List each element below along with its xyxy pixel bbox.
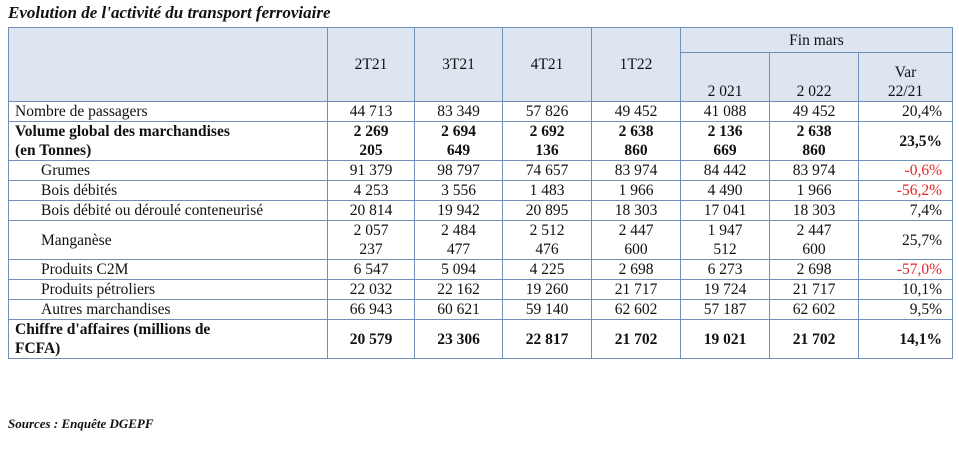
cell-value: 2 694 649 [415, 122, 503, 161]
header-year-2022: 2 022 [770, 53, 859, 102]
cell-value: 2 269 205 [328, 122, 415, 161]
cell-value: 2 136 669 [681, 122, 770, 161]
rail-activity-table [8, 27, 953, 359]
header-period-3t21: 3T21 [415, 28, 503, 102]
cell-value: 19 724 [681, 280, 770, 300]
row-label: Autres marchandises [9, 300, 328, 320]
cell-value: 22 162 [415, 280, 503, 300]
cell-value: 57 826 [503, 102, 592, 122]
cell-value: 57 187 [681, 300, 770, 320]
cell-value: 21 717 [770, 280, 859, 300]
cell-value: 22 032 [328, 280, 415, 300]
cell-value: 2 447 600 [770, 221, 859, 260]
cell-value: 21 702 [592, 320, 681, 359]
cell-value: 19 021 [681, 320, 770, 359]
cell-value: 19 260 [503, 280, 592, 300]
row-label: Grumes [9, 161, 328, 181]
cell-value: 2 638 860 [592, 122, 681, 161]
table-row [9, 320, 953, 359]
cell-value: 4 225 [503, 260, 592, 280]
cell-value: 2 484 477 [415, 221, 503, 260]
cell-value: 1 966 [770, 181, 859, 201]
row-label: Produits C2M [9, 260, 328, 280]
row-label: Nombre de passagers [9, 102, 328, 122]
cell-value: 21 717 [592, 280, 681, 300]
header-period-1t22: 1T22 [592, 28, 681, 102]
table-row [9, 260, 953, 280]
table-row [9, 280, 953, 300]
cell-value: 20 814 [328, 201, 415, 221]
cell-value: 20 895 [503, 201, 592, 221]
table-row [9, 201, 953, 221]
cell-value: 2 698 [770, 260, 859, 280]
row-label: Bois débités [9, 181, 328, 201]
cell-value: 6 547 [328, 260, 415, 280]
table-row [9, 221, 953, 260]
cell-value: 3 556 [415, 181, 503, 201]
cell-value: 2 692 136 [503, 122, 592, 161]
cell-var: 7,4% [859, 201, 953, 221]
cell-value: 4 253 [328, 181, 415, 201]
cell-value: 2 447 600 [592, 221, 681, 260]
row-label: Produits pétroliers [9, 280, 328, 300]
cell-value: 18 303 [770, 201, 859, 221]
cell-value: 2 638 860 [770, 122, 859, 161]
cell-var: 23,5% [859, 122, 953, 161]
cell-value: 1 966 [592, 181, 681, 201]
cell-value: 91 379 [328, 161, 415, 181]
header-var-line1: Var [894, 64, 917, 81]
header-period-2t21: 2T21 [328, 28, 415, 102]
row-label: Bois débité ou déroulé conteneurisé [9, 201, 328, 221]
cell-value: 19 942 [415, 201, 503, 221]
cell-value: 6 273 [681, 260, 770, 280]
cell-value: 66 943 [328, 300, 415, 320]
table-row [9, 181, 953, 201]
source-note: Sources : Enquête DGEPF [8, 416, 154, 431]
header-label-cell [9, 28, 328, 102]
cell-value: 60 621 [415, 300, 503, 320]
cell-var: 9,5% [859, 300, 953, 320]
cell-value: 2 512 476 [503, 221, 592, 260]
cell-value: 44 713 [328, 102, 415, 122]
row-label [9, 320, 328, 359]
cell-value: 74 657 [503, 161, 592, 181]
row-label [9, 122, 328, 161]
header-var-line2: 22/21 [887, 83, 924, 100]
cell-value: 83 974 [770, 161, 859, 181]
cell-value: 84 442 [681, 161, 770, 181]
cell-value: 83 974 [592, 161, 681, 181]
cell-value: 21 702 [770, 320, 859, 359]
cell-value: 2 698 [592, 260, 681, 280]
header-var [859, 53, 953, 102]
cell-value: 18 303 [592, 201, 681, 221]
table-row [9, 122, 953, 161]
cell-value: 62 602 [592, 300, 681, 320]
header-fin-mars: Fin mars [681, 28, 953, 53]
table-title: Evolution de l'activité du transport ferroviaire [8, 3, 331, 22]
cell-value: 22 817 [503, 320, 592, 359]
cell-value: 23 306 [415, 320, 503, 359]
cell-value: 5 094 [415, 260, 503, 280]
header-year-2021: 2 021 [681, 53, 770, 102]
table-row [9, 300, 953, 320]
cell-value: 49 452 [770, 102, 859, 122]
cell-var: 14,1% [859, 320, 953, 359]
cell-value: 20 579 [328, 320, 415, 359]
cell-value: 1 483 [503, 181, 592, 201]
row-label: Manganèse [9, 221, 328, 260]
cell-var: -56,2% [859, 181, 953, 201]
cell-value: 59 140 [503, 300, 592, 320]
cell-value: 62 602 [770, 300, 859, 320]
cell-value: 41 088 [681, 102, 770, 122]
cell-var: 25,7% [859, 221, 953, 260]
cell-value: 1 947 512 [681, 221, 770, 260]
cell-value: 2 057 237 [328, 221, 415, 260]
cell-value: 4 490 [681, 181, 770, 201]
row-label-line1: Chiffre d'affaires (millions de [15, 321, 211, 338]
cell-value: 49 452 [592, 102, 681, 122]
cell-var: -57,0% [859, 260, 953, 280]
row-label-line2: (en Tonnes) [15, 142, 92, 159]
cell-value: 83 349 [415, 102, 503, 122]
cell-value: 17 041 [681, 201, 770, 221]
row-label-line1: Volume global des marchandises [15, 123, 230, 140]
table-row [9, 161, 953, 181]
cell-var: 10,1% [859, 280, 953, 300]
table-row [9, 102, 953, 122]
row-label-line2: FCFA) [15, 340, 61, 357]
cell-var: -0,6% [859, 161, 953, 181]
cell-var: 20,4% [859, 102, 953, 122]
cell-value: 98 797 [415, 161, 503, 181]
header-period-4t21: 4T21 [503, 28, 592, 102]
